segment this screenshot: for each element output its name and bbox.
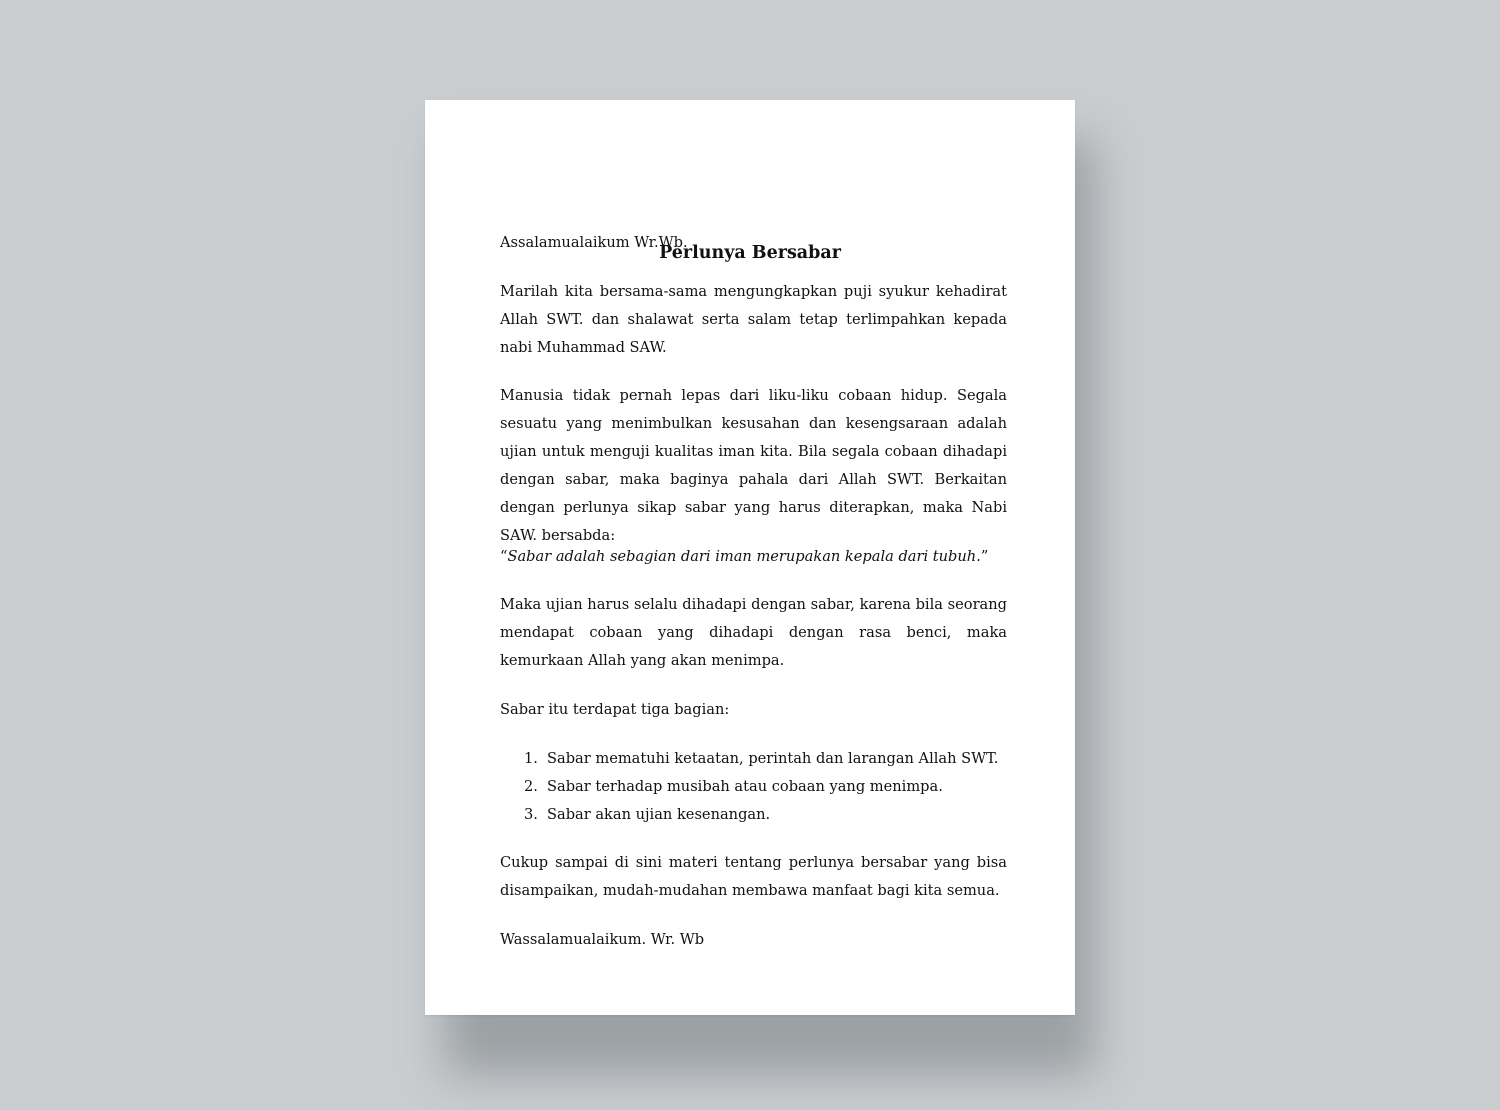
paragraph-trials: Manusia tidak pernah lepas dari liku-liku cobaan hidup. Segala sesuatu yang menimbulkan kesusahan dan kesengsaraan adalah ujian untuk menguji kualitas iman kita. Bila segala cobaan dihadapi dengan sabar, maka baginya pahala dari Allah SWT. Berkaitan dengan perlunya sikap sabar yang harus diterapkan, maka Nabi SAW. bersabda:	[500, 387, 1007, 544]
quote-open-mark: “	[500, 548, 508, 565]
farewell: Wassalamualaikum. Wr. Wb	[500, 931, 705, 948]
list-number: 2.	[524, 778, 538, 795]
list-item	[500, 773, 1007, 801]
hadith-quote	[500, 543, 1007, 571]
list-item-text: Sabar akan ujian kesenangan.	[547, 806, 771, 823]
patience-list	[500, 745, 1007, 829]
list-item	[500, 801, 1007, 829]
quote-text: Sabar adalah sebagian dari iman merupakan kepala dari tubuh.	[507, 548, 981, 565]
paragraph-patience: Maka ujian harus selalu dihadapi dengan sabar, karena bila seorang mendapat cobaan yang dihadapi dengan rasa benci, maka kemurkaan Allah yang akan menimpa.	[500, 596, 1007, 669]
document-page	[425, 100, 1075, 1015]
document-title: Perlunya Bersabar	[659, 243, 841, 263]
list-number: 3.	[524, 806, 538, 823]
list-number: 1.	[524, 750, 538, 767]
list-intro: Sabar itu terdapat tiga bagian:	[500, 701, 730, 718]
greeting: Assalamualaikum Wr.Wb.	[500, 234, 688, 251]
closing-paragraph: Cukup sampai di sini materi tentang perlunya bersabar yang bisa disampaikan, mudah-mudahan membawa manfaat bagi kita semua.	[500, 854, 1007, 899]
list-item-text: Sabar mematuhi ketaatan, perintah dan larangan Allah SWT.	[547, 750, 999, 767]
quote-close-mark: ”	[980, 548, 989, 565]
list-item	[500, 745, 1007, 773]
paragraph-opening: Marilah kita bersama-sama mengungkapkan puji syukur kehadirat Allah SWT. dan shalawat serta salam tetap terlimpahkan kepada nabi Muhammad SAW.	[500, 283, 1007, 356]
list-item-text: Sabar terhadap musibah atau cobaan yang menimpa.	[547, 778, 943, 795]
